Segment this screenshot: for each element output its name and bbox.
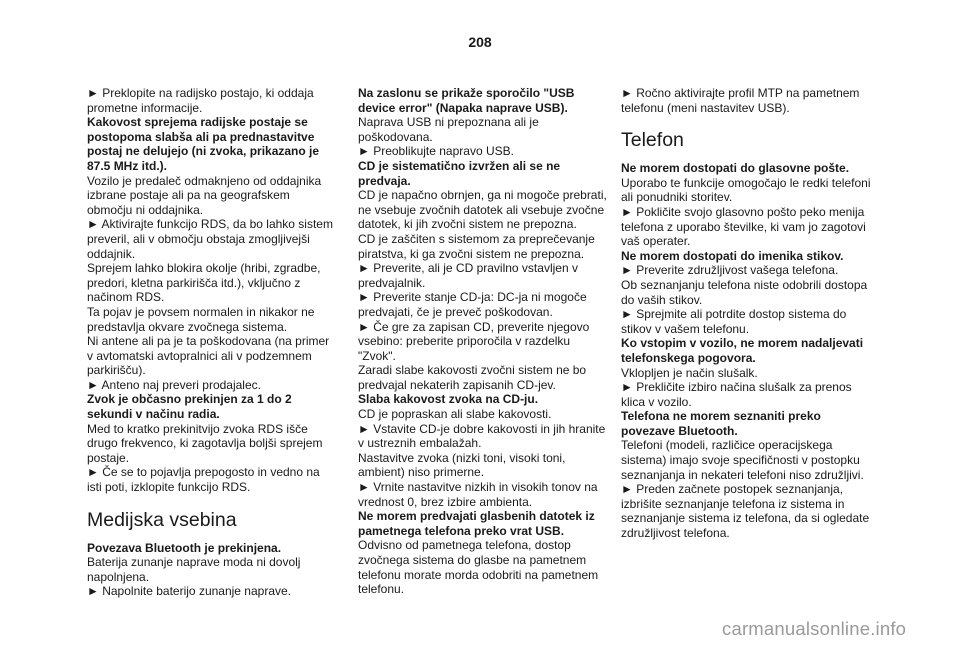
body-paragraph: Telefoni (modeli, različice operacijskega sistema) imajo svoje specifičnosti v postopku seznanjanja in nekateri telefoni niso združljivi. (621, 438, 864, 482)
body-paragraph: ► Pokličite svojo glasovno pošto peko menija telefona z uporabo številke, ki vam jo zagotovi vaš operater. (621, 204, 866, 249)
question-heading: Kakovost sprejema radijske postaje se postopoma slabša ali pa prednastavitve postaj ne delujejo (ni zvoka, prikazano je 87.5 MHz itd.). (87, 115, 320, 173)
body-paragraph: ► Preverite, ali je CD pravilno vstavljen v predvajalnik. (358, 261, 578, 290)
question-heading: CD je sistematično izvržen ali se ne predvaja. (358, 158, 561, 188)
body-paragraph: ► Aktivirajte funkcijo RDS, da bo lahko sistem preveril, ali v območju obstaja zmogljivejši oddajnik. (87, 217, 333, 261)
watermark-text: carmanualsonline.info (722, 618, 907, 639)
body-paragraph: Odvisno od pametnega telefona, dostop zvočnega sistema do glasbe na pametnem telefonu morate morda odobriti na pametnem telefonu. (358, 538, 599, 597)
body-paragraph: Baterija zunanje naprave moda ni dovolj napolnjena. (87, 555, 301, 584)
section-heading: Telefon (621, 129, 684, 152)
body-paragraph: Med to kratko prekinitvijo zvoka RDS išče drugo frekvenco, ki zagotavlja boljši sprejem postaje. (87, 421, 323, 465)
question-heading: Ne morem predvajati glasbenih datotek iz pametnega telefona preko vrat USB. (358, 509, 595, 538)
question-heading: Telefona ne morem seznaniti preko povezave Bluetooth. (621, 409, 821, 438)
body-paragraph: ► Preden začnete postopek seznanjanja, izbrišite seznanjanje telefona iz sistema in seznanjanje sistema iz telefona, da si ogledate združljivost telefona. (621, 482, 870, 541)
question-heading: Na zaslonu se prikaže sporočilo "USB device error" (Napaka naprave USB). (358, 86, 575, 115)
section-heading: Medijska vsebina (87, 508, 237, 531)
body-paragraph: CD je napačno obrnjen, ga ni mogoče prebrati, ne vsebuje zvočnih datotek ali vsebuje zvočne datotek, ki jih zvočni sistem ne prepozna. (358, 188, 607, 232)
body-paragraph: ► Preverite združljivost vašega telefona. (621, 263, 839, 278)
body-paragraph: Vklopljen je način slušalk. (621, 365, 758, 380)
body-paragraph: Sprejem lahko blokira okolje (hribi, zgradbe, predori, kletna parkirišča itd.), vključno z načinom RDS. (87, 261, 321, 305)
body-paragraph: Vozilo je predaleč odmaknjeno od oddajnika izbrane postaje ali pa na geografskem območju ni oddajnika. (87, 173, 322, 217)
body-paragraph: ► Preverite stanje CD-ja: DC-ja ni mogoče predvajati, če je preveč poškodovan. (358, 290, 587, 319)
body-paragraph: Naprava USB ni prepoznana ali je poškodovana. (358, 115, 539, 144)
page-number: 208 (468, 34, 492, 50)
body-paragraph: Ob seznanjanju telefona niste odobrili dostopa do vaših stikov. (621, 277, 868, 307)
body-paragraph: ► Preklopite na radijsko postajo, ki oddaja prometne informacije. (87, 86, 314, 115)
body-paragraph: ► Sprejmite ali potrdite dostop sistema do stikov v vašem telefonu. (621, 307, 847, 336)
body-paragraph: Ta pojav je povsem normalen in nikakor ne predstavlja okvare zvočnega sistema. (87, 304, 315, 334)
body-paragraph: ► Če gre za zapisan CD, preverite njegovo vsebino: preberite priporočila v razdelku "Zvok". (358, 319, 590, 363)
body-paragraph: CD je zaščiten s sistemom za preprečevanje piratstva, ki ga zvočni sistem ne prepozna. (358, 231, 595, 261)
body-paragraph: ► Če se to pojavlja prepogosto in vedno na isti poti, izklopite funkcijo RDS. (87, 465, 320, 495)
question-heading: Ko vstopim v vozilo, ne morem nadaljevati telefonskega pogovora. (621, 336, 864, 365)
body-paragraph: ► Preoblikujte napravo USB. (358, 144, 514, 159)
question-heading: Povezava Bluetooth je prekinjena. (87, 540, 282, 555)
body-paragraph: ► Anteno naj preveri prodajalec. (87, 377, 261, 392)
body-paragraph: ► Napolnite baterijo zunanje naprave. (87, 584, 292, 599)
question-heading: Ne morem dostopati do glasovne pošte. (621, 161, 850, 176)
body-paragraph: Zaradi slabe kakovosti zvočni sistem ne bo predvajal nekaterih zapisanih CD-jev. (358, 363, 587, 392)
body-paragraph: ► Vstavite CD-je dobre kakovosti in jih hranite v ustreznih embalažah. (358, 421, 606, 451)
body-paragraph: Ni antene ali pa je ta poškodovana (na primer v avtomatski avtopralnici ali v podzemnem parkirišču). (87, 334, 330, 378)
body-paragraph: ► Ročno aktivirajte profil MTP na pametnem telefonu (meni nastavitev USB). (621, 86, 860, 115)
text-column-left (87, 86, 337, 599)
question-heading: Ne morem dostopati do imenika stikov. (621, 248, 844, 263)
question-heading: Slaba kakovost zvoka na CD-ju. (358, 392, 539, 407)
body-paragraph: Uporabo te funkcije omogočajo le redki telefoni ali ponudniki storitev. (621, 175, 871, 205)
text-column-middle (358, 86, 608, 597)
body-paragraph: Nastavitve zvoka (nizki toni, visoki toni, ambient) niso primerne. (358, 450, 566, 480)
body-paragraph: ► Prekličite izbiro načina slušalk za prenos klica v vozilo. (621, 380, 852, 409)
question-heading: Zvok je občasno prekinjen za 1 do 2 sekundi v načinu radia. (87, 392, 292, 422)
body-paragraph: CD je popraskan ali slabe kakovosti. (358, 407, 552, 422)
body-paragraph: ► Vrnite nastavitve nizkih in visokih tonov na vrednost 0, brez izbire ambienta. (358, 480, 598, 509)
text-column-right (621, 86, 871, 541)
